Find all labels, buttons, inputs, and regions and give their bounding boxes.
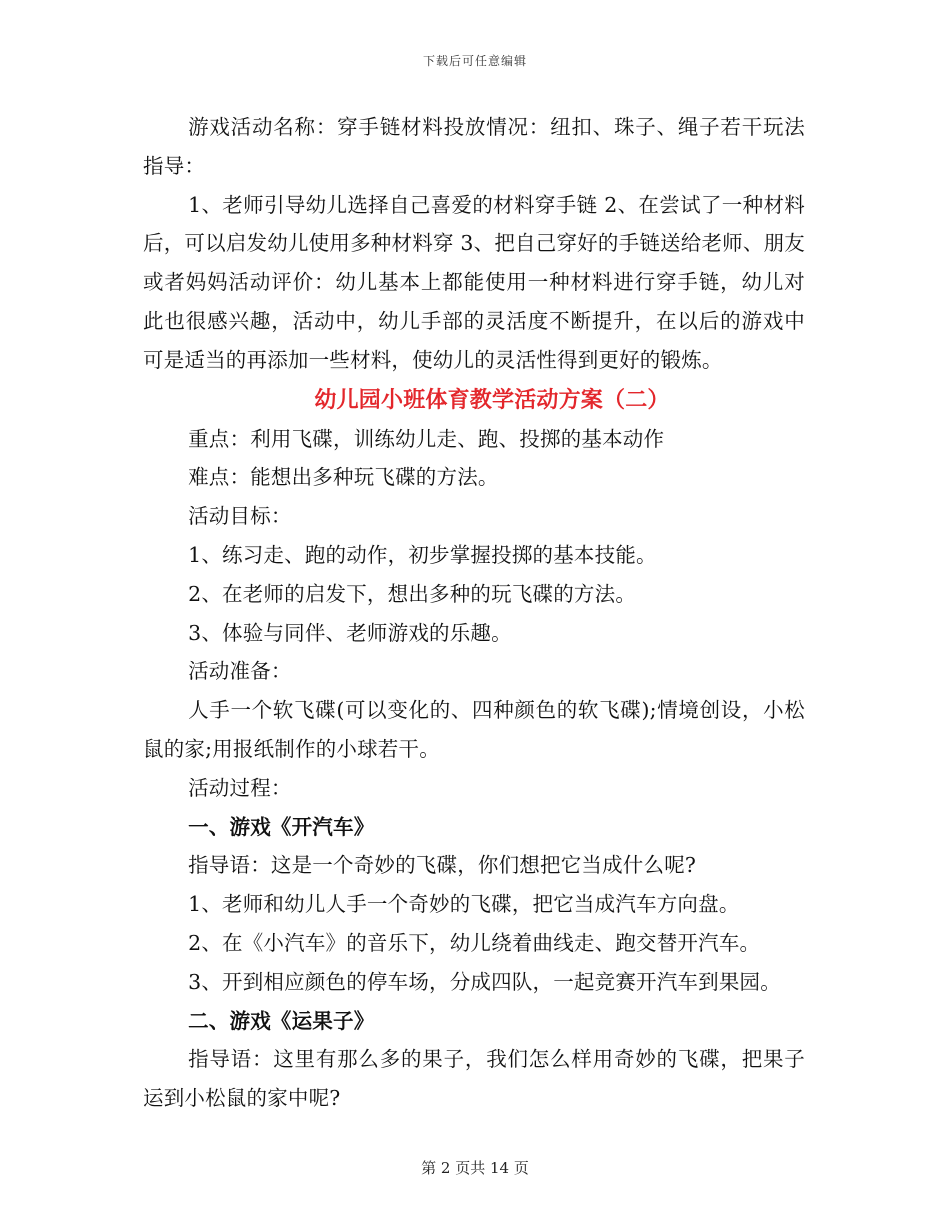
- paragraph-game-name: 游戏活动名称：穿手链材料投放情况：纽扣、珠子、绳子若干玩法指导：: [143, 115, 805, 178]
- paragraph-step-3: 3、开到相应颜色的停车场，分成四队，一起竞赛开汽车到果园。: [188, 969, 781, 994]
- paragraph-guide-1: 指导语：这是一个奇妙的飞碟，你们想把它当成什么呢?: [188, 853, 697, 878]
- paragraph-goal-3: 3、体验与同伴、老师游戏的乐趣。: [188, 620, 512, 645]
- paragraph-guide-2: 指导语：这里有那么多的果子，我们怎么样用奇妙的飞碟，把果子运到小松鼠的家中呢?: [143, 1047, 805, 1111]
- subheading-game-2: 二、游戏《运果子》: [188, 1008, 375, 1033]
- paragraph-difficulty: 难点：能想出多种玩飞碟的方法。: [188, 465, 499, 490]
- section-title: 幼儿园小班体育教学活动方案（二）: [314, 386, 670, 413]
- page-header: 下载后可任意编辑: [422, 54, 527, 68]
- paragraph-step-2: 2、在《小汽车》的音乐下，幼儿绕着曲线走、跑交替开汽车。: [188, 930, 761, 955]
- paragraph-goal-1: 1、练习走、跑的动作，初步掌握投掷的基本技能。: [188, 542, 657, 567]
- paragraph-prep: 人手一个软飞碟(可以变化的、四种颜色的软飞碟);情境创设，小松鼠的家;用报纸制作的小球若干。: [143, 698, 805, 761]
- paragraph-goal-2: 2、在老师的启发下，想出多种的玩飞碟的方法。: [188, 581, 637, 606]
- page-footer: 第 2 页共 14 页: [421, 1159, 529, 1177]
- subheading-game-1: 一、游戏《开汽车》: [188, 814, 375, 839]
- paragraph-game-steps: 1、老师引导幼儿选择自己喜爱的材料穿手链 2、在尝试了一种材料后，可以启发幼儿使用多种材料穿 3、把自己穿好的手链送给老师、朋友或者妈妈活动评价：幼儿基本上都能使用一种材料进行穿手链，幼儿对此也很感兴趣，活动中，幼儿手部的灵活度不断提升，在以后的游戏中可是适当的再添加一些材料，使幼儿的灵活性得到更好的锻炼。: [143, 192, 805, 372]
- paragraph-key-point: 重点：利用飞碟，训练幼儿走、跑、投掷的基本动作: [188, 426, 665, 451]
- paragraph-step-1: 1、老师和幼儿人手一个奇妙的飞碟，把它当成汽车方向盘。: [188, 892, 740, 917]
- paragraph-goals-heading: 活动目标：: [188, 504, 292, 529]
- document-body: [143, 108, 805, 1118]
- paragraph-process-heading: 活动过程：: [188, 775, 292, 800]
- paragraph-prep-heading: 活动准备：: [188, 659, 292, 684]
